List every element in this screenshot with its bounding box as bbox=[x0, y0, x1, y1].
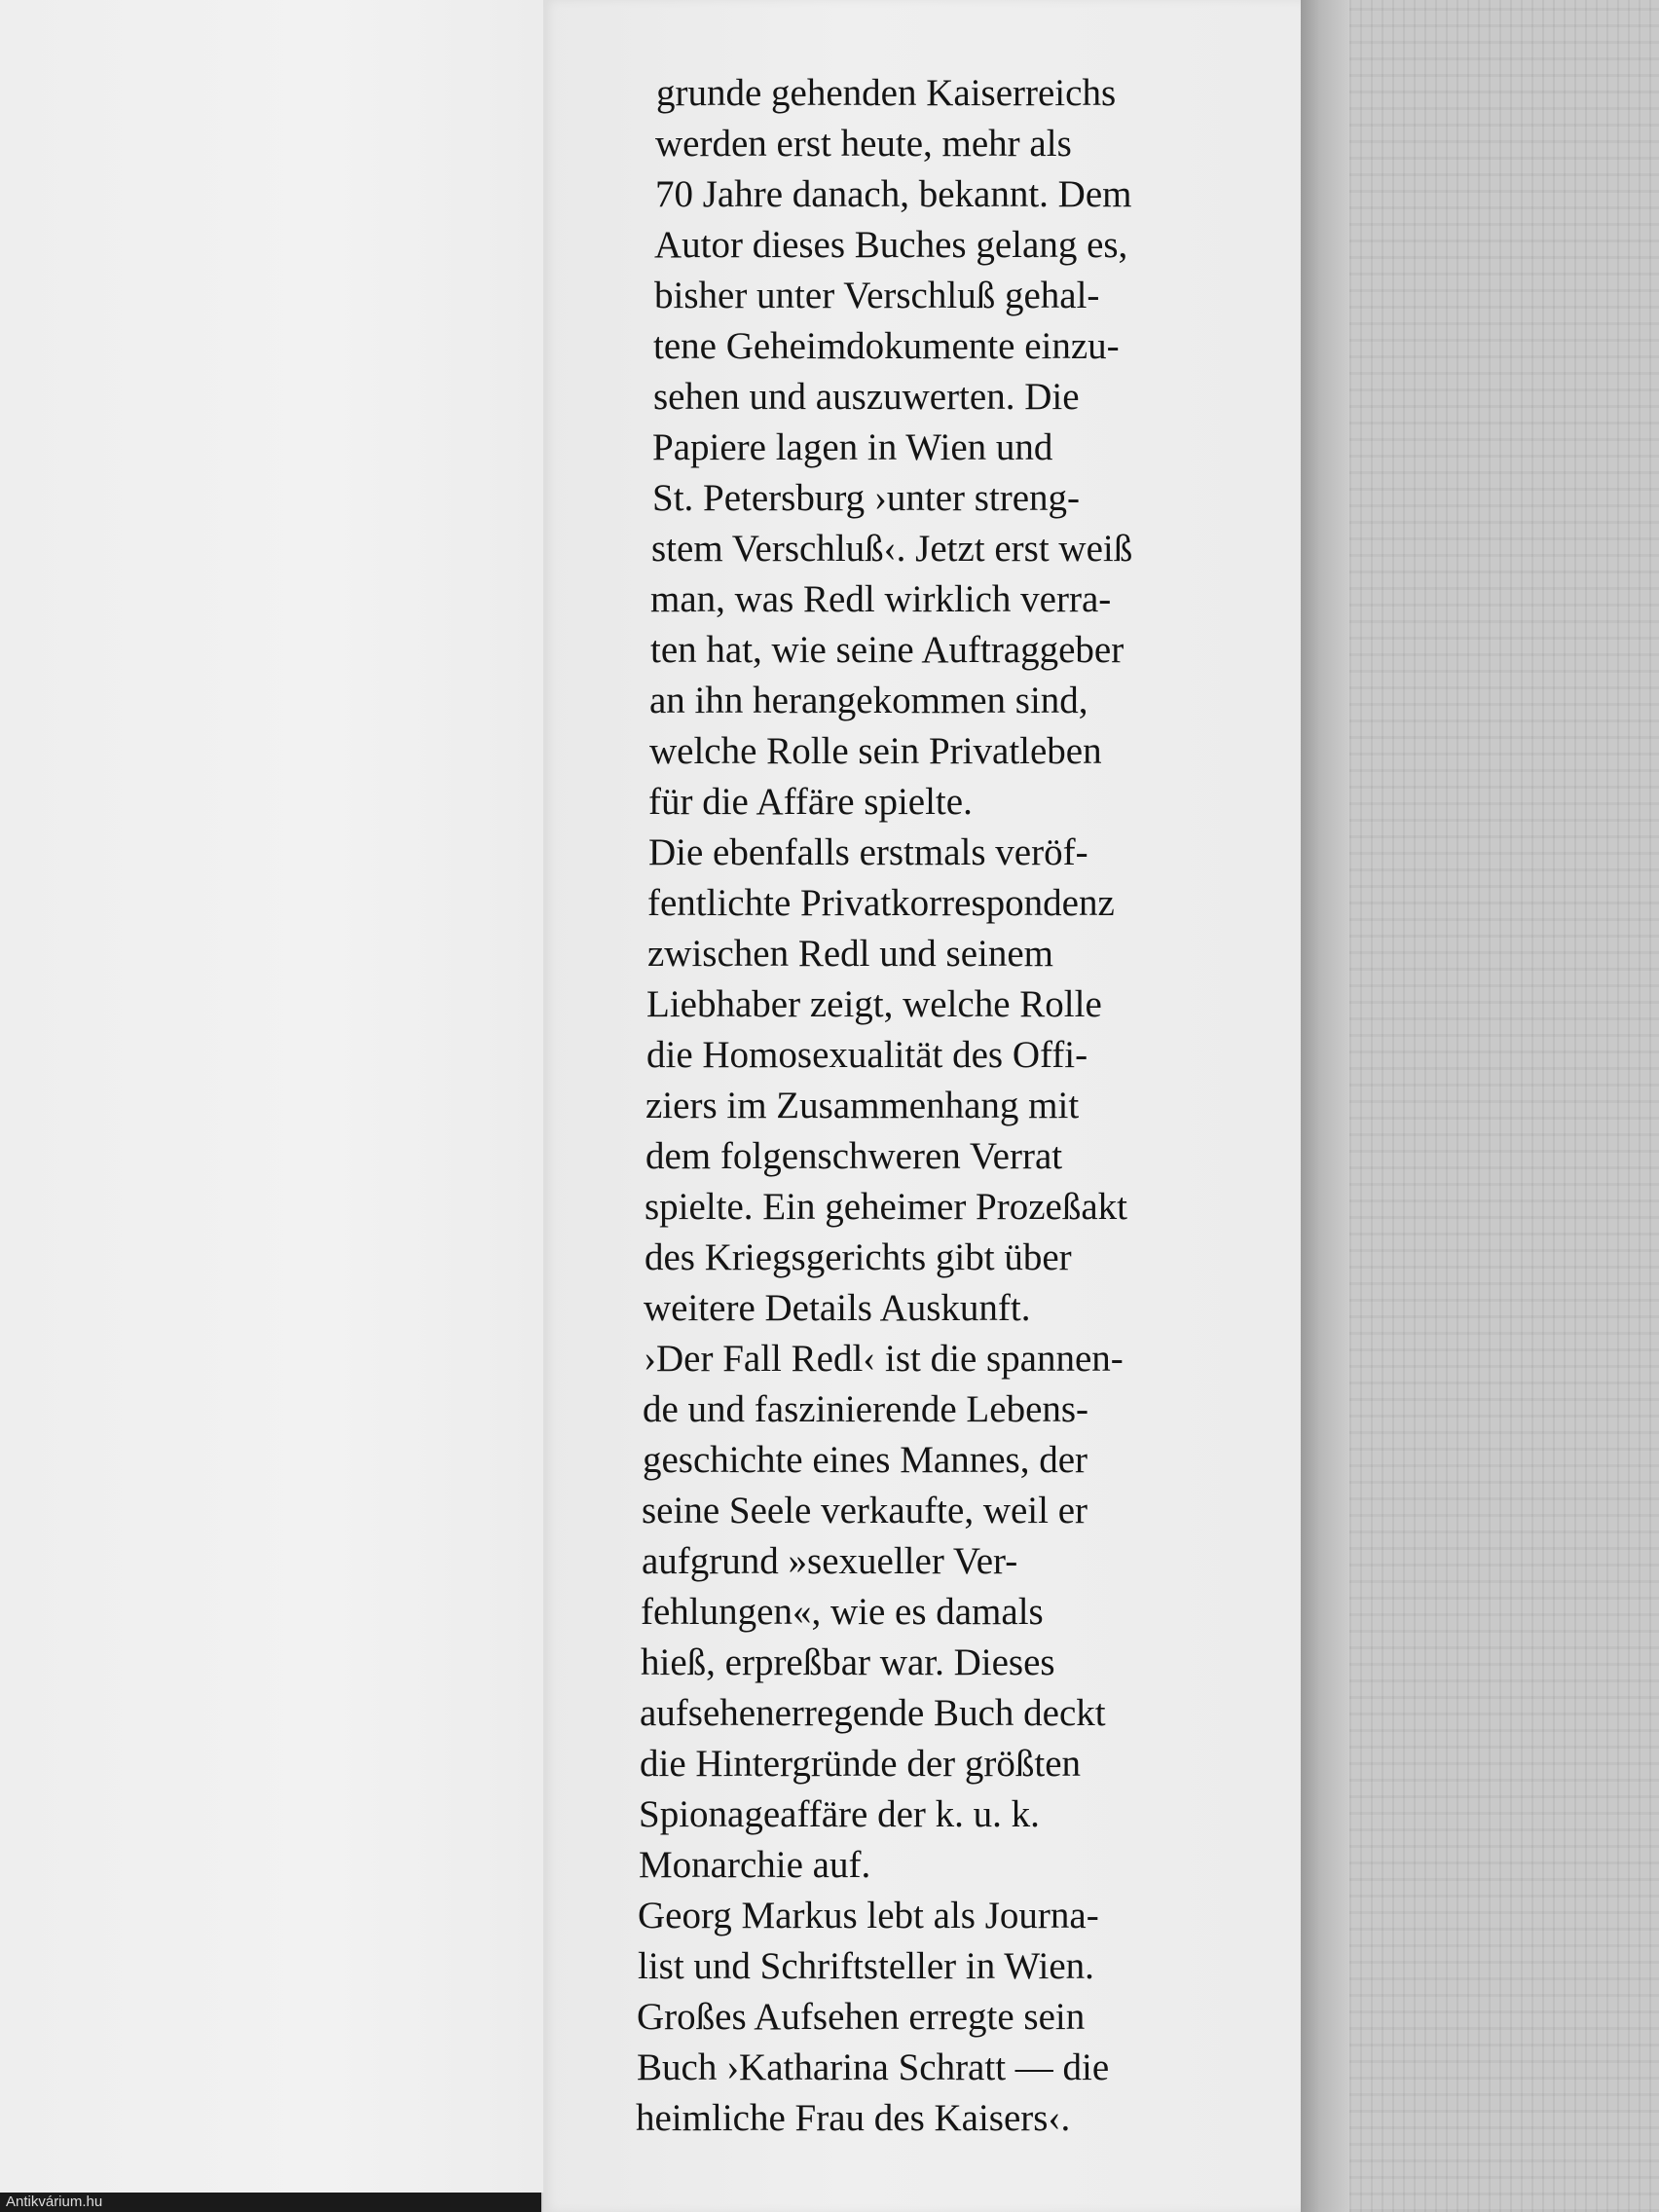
blurb-line: Monarchie auf. bbox=[639, 1844, 871, 1886]
blurb-line: des Kriegsgerichts gibt über bbox=[645, 1236, 1072, 1278]
blurb-line: tene Geheimdokumente einzu- bbox=[653, 325, 1120, 367]
blurb-line: ten hat, wie seine Auftraggeber bbox=[650, 629, 1124, 671]
blurb-line: Buch ›Katharina Schratt — die bbox=[637, 2046, 1110, 2088]
blurb-line: de und faszinierende Lebens- bbox=[643, 1388, 1089, 1430]
blurb-line: grunde gehenden Kaiserreichs bbox=[656, 72, 1117, 114]
watermark-text: Antikvárium.hu bbox=[6, 2194, 103, 2210]
blurb-line: seine Seele verkaufte, weil er bbox=[642, 1490, 1088, 1531]
blurb-line: die Hintergründe der größten bbox=[640, 1743, 1082, 1785]
blurb-line: weitere Details Auskunft. bbox=[644, 1287, 1031, 1329]
blurb-line: ziers im Zusammenhang mit bbox=[645, 1085, 1080, 1126]
dust-jacket-flap bbox=[543, 0, 1301, 2212]
blurb-line: heimliche Frau des Kaisers‹. bbox=[636, 2097, 1071, 2139]
blurb-line: Die ebenfalls erstmals veröf- bbox=[648, 831, 1088, 873]
blurb-line: aufgrund »sexueller Ver- bbox=[642, 1540, 1018, 1582]
blank-left-page bbox=[0, 0, 545, 2193]
blurb-line: sehen und auszuwerten. Die bbox=[653, 376, 1080, 418]
blurb-line: list und Schriftsteller in Wien. bbox=[638, 1945, 1094, 1987]
blurb-line: an ihn herangekommen sind, bbox=[649, 680, 1088, 721]
blurb-line: spielte. Ein geheimer Prozeßakt bbox=[645, 1186, 1127, 1228]
blurb-line: werden erst heute, mehr als bbox=[655, 123, 1072, 165]
blurb-line: dem folgenschweren Verrat bbox=[645, 1135, 1063, 1177]
blurb-line: die Homosexualität des Offi- bbox=[646, 1034, 1088, 1076]
blurb-line: fehlungen«, wie es damals bbox=[641, 1591, 1044, 1633]
blurb-line: für die Affäre spielte. bbox=[648, 781, 973, 823]
blurb-line: geschichte eines Mannes, der bbox=[643, 1439, 1088, 1481]
blurb-line: fentlichte Privatkorrespondenz bbox=[647, 882, 1115, 924]
blurb-line: aufsehenerregende Buch deckt bbox=[640, 1692, 1106, 1734]
blurb-line: 70 Jahre danach, bekannt. Dem bbox=[655, 173, 1132, 215]
blurb-line: Spionageaffäre der k. u. k. bbox=[639, 1793, 1040, 1835]
blurb-line: stem Verschluß‹. Jetzt erst weiß bbox=[651, 528, 1133, 570]
flap-shadow bbox=[1301, 0, 1349, 2212]
blurb-line: bisher unter Verschluß gehal- bbox=[654, 275, 1100, 316]
blurb-line: St. Petersburg ›unter streng- bbox=[652, 477, 1081, 519]
textured-book-cover bbox=[1349, 0, 1659, 2212]
blurb-line: Papiere lagen in Wien und bbox=[652, 426, 1053, 468]
blurb-line: Autor dieses Buches gelang es, bbox=[654, 224, 1128, 266]
blurb-line: Liebhaber zeigt, welche Rolle bbox=[646, 983, 1102, 1025]
blurb-line: hieß, erpreßbar war. Dieses bbox=[641, 1641, 1055, 1683]
blurb-line: man, was Redl wirklich verra- bbox=[650, 578, 1112, 620]
blurb-line: Großes Aufsehen erregte sein bbox=[637, 1996, 1086, 2038]
blurb-line: zwischen Redl und seinem bbox=[647, 933, 1053, 975]
blurb-line: ›Der Fall Redl‹ ist die spannen- bbox=[644, 1338, 1124, 1380]
blurb-line: welche Rolle sein Privatleben bbox=[649, 730, 1102, 772]
blurb-line: Georg Markus lebt als Journa- bbox=[638, 1895, 1099, 1936]
